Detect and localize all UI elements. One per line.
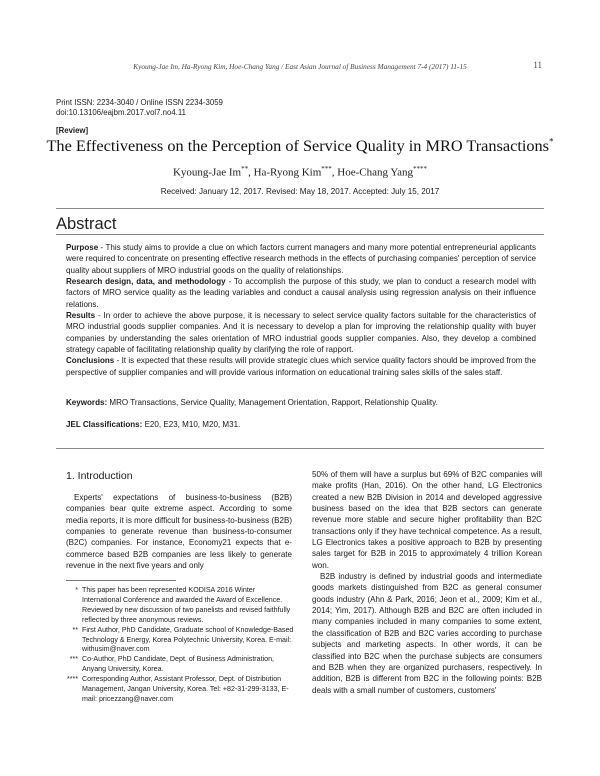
paper-title <box>30 136 570 156</box>
body-paragraph: B2B industry is defined by industrial goods and intermediate goods markets distinguished from B2C as general consumer goods industry (Ahn & Park, 2016; Jeon et al., 2009; Kim et al., 2014; Yim, 2017). Although B2B and B2C are often included in many companies included in many companies to some extent, the classification of B2B and B2C varies according to purchase subjects and marketing aspects. In other words, it can be classified into B2C when the purchase subjects are consumers and B2B when they are organized purchasers, respectively. In addition, B2B is different from B2C in the following points: B2B deals with a small number of customers, customers' <box>312 572 542 695</box>
header-divider <box>56 208 544 209</box>
abstract-heading: Abstract <box>56 215 117 233</box>
author-name: Hoe-Chang Yang <box>337 166 414 179</box>
title-footnote-mark: * <box>549 136 554 147</box>
author-name: Kyoung-Jae Im <box>172 166 242 179</box>
paper-title-text: The Effectiveness on the Perception of Service Quality in MRO Transactions <box>46 136 549 155</box>
abstract-body <box>66 242 536 378</box>
issn-line: Print ISSN: 2234-3040 / Online ISSN 2234-3059 <box>56 98 223 107</box>
body-column-left <box>66 492 292 571</box>
footnote: **** Corresponding Author, Assistant Professor, Dept. of Distribution Management, Jangan University, Korea. Tel: +82-31-299-3133, E-mail: pricezzang@naver.com <box>66 675 289 703</box>
footnotes <box>56 586 296 705</box>
abstract-results: Results - In order to achieve the above purpose, it is necessary to select service quality factors suitable for the characteristics of MRO industrial goods supplier companies. And it is necessary to develop a plan for improving the relationship quality with buyer companies by understanding the sales orientation of MRO industrial goods supplier companies. Also, they develop a combined strategy capable of facilitating relationship quality by clarifying the role of rapport. <box>66 311 536 355</box>
page-number: 11 <box>533 60 542 70</box>
abstract-conclusions: Conclusions - It is expected that these results will provide strategic clues which service quality factors should be improved from the perspective of supplier companies and will provide various information on educational training sales skills of the sales staff. <box>66 356 536 377</box>
author-list: Kyoung-Jae Im**, Ha-Ryong Kim***, Hoe-Chang Yang**** <box>172 165 428 179</box>
author-mark: ** <box>241 165 249 173</box>
author-mark: **** <box>413 165 428 173</box>
doi-line: doi:10.13106/eajbm.2017.vol7.no4.11 <box>56 107 186 117</box>
footnote: ** First Author, PhD Candidate, Graduate school of Knowledge-Based Technology & Energy, Korea Polytechnic University, Korea. E-mail: withusim@naver.com <box>72 625 294 654</box>
abstract-design: Research design, data, and methodology - To accomplish the purpose of this study, we plan to conduct a research model with factors of MRO service quality as the leading variables and conduct a causal analysis using regression analysis on their influence relations. <box>66 277 536 309</box>
footnote: * This paper has been represented KODISA 2016 Winter International Conference and awarded the Award of Excellence. Reviewed by new discussion of two panelists and revised faithfully reflected by three anonymous reviews. <box>75 586 291 624</box>
body-paragraph: 50% of them will have a surplus but 69% of B2C companies will make profits (Han, 2016). On the other hand, LG Electronics created a new B2B Division in 2014 and developed aggressive business based on the idea that B2B sectors can generate revenue more stable and secure higher profitability than B2C transactions only if they have technical competence. As a result, LG Electronics takes a positive approach to B2B by presenting sales target for B2B in 2015 to approximately 4 trillion Korean won. <box>312 470 542 570</box>
author-name: Ha-Ryong Kim <box>253 166 322 179</box>
keywords: Keywords: MRO Transactions, Service Quality, Management Orientation, Rapport, Relationship Quality. <box>66 398 438 407</box>
footnote-divider <box>66 580 176 581</box>
footnote: *** Co-Author, PhD Candidate, Dept. of Business Administration, Anyang University, Korea. <box>69 655 275 674</box>
abstract-purpose: Purpose - This study aims to provide a clue on which factors current managers and many more potential entrepreneurial applicants were required to concentrate on presenting effective research methods in the effects of purchasing companies' perception of service quality about suppliers of MRO industrial goods on the quality of relationships. <box>66 243 536 275</box>
section-heading: 1. Introduction <box>66 470 133 482</box>
jel-classifications: JEL Classifications: E20, E23, M10, M20, M31. <box>66 420 241 429</box>
body-paragraph: Experts' expectations of business-to-business (B2B) companies bear quite extreme aspect. According to some media reports, it is more difficult for business-to-business (B2B) companies to generate revenue than business-to-consumer (B2C) companies. For instance, Economy21 expects that e-commerce based B2B companies are less likely to generate revenue in the next five years and only <box>66 493 292 571</box>
article-type-label: [Review] <box>56 126 89 135</box>
section-divider <box>56 448 544 449</box>
body-column-right <box>312 469 542 696</box>
abstract-divider <box>56 234 544 235</box>
issn-block <box>56 98 223 117</box>
running-head: Kyoung-Jae Im, Ha-Ryong Kim, Hoe-Chang Yang / East Asian Journal of Business Management 7-4 (2017) 11-15 <box>133 62 467 71</box>
received-dates: Received: January 12, 2017. Revised: May 18, 2017. Accepted: July 15, 2017 <box>160 187 440 196</box>
author-mark: *** <box>321 165 332 173</box>
